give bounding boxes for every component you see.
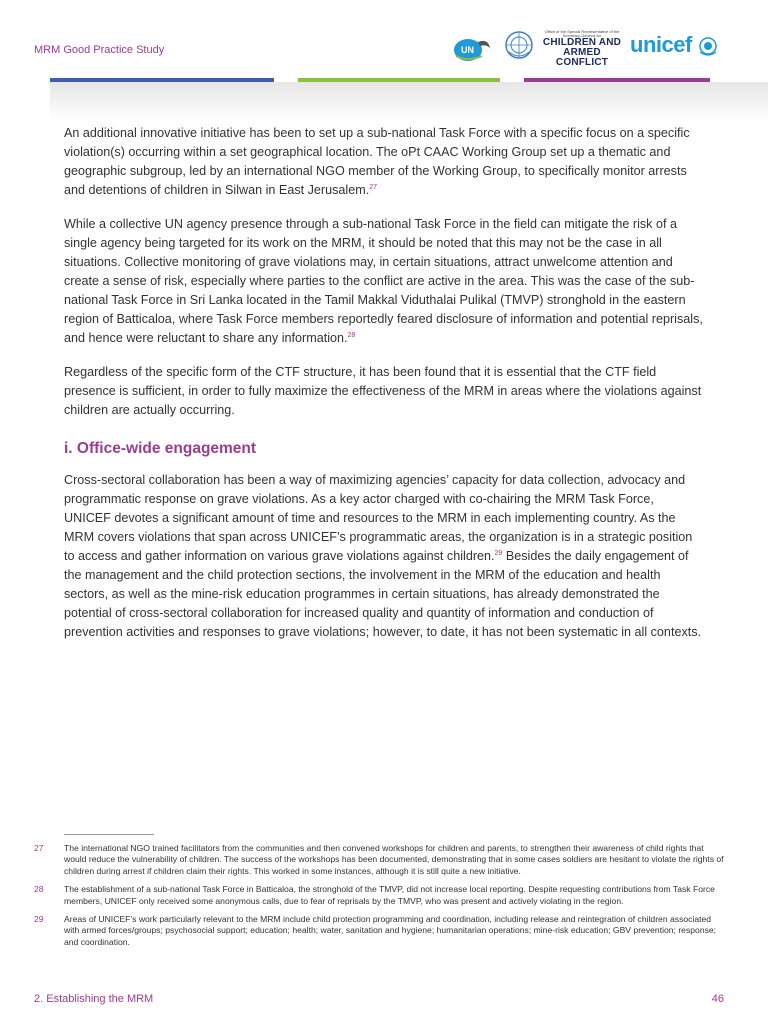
caac-line2: ARMED CONFLICT <box>555 47 609 68</box>
paragraph-3: Regardless of the specific form of the CTF structure, it has been found that it is essential that the CTF field presence is sufficient, in order to fully maximize the effectiveness of the MRM in areas where the violations against children are actually occurring. <box>64 365 702 417</box>
footnote-ref-27[interactable]: 27 <box>369 183 378 191</box>
footnote-number: 29 <box>34 914 44 925</box>
footnote-29 <box>34 914 724 948</box>
section-heading: i. Office-wide engagement <box>64 440 257 457</box>
paragraph-4: Cross-sectoral collaboration has been a way of maximizing agencies’ capacity for data collection, advocacy and programmatic response on grave violations. As a key actor charged with co-chairing the MRM Task Force, UNICEF devotes a significant amount of time and resources to the MRM in each implementing country. As the MRM covers violations that span across UNICEF’s programmatic areas, the organization is in a strategic position to access and gather information on various grave violations against children.$^{29}$ Besides the daily engagement of the management and the child protection sections, the involvement in the MRM of the education and health sectors, as well as the mine-risk education programmes in certain situations, has already demonstrated the potential of cross-sectoral collaboration for increased quality and quantity of information and conduction of prevention activities and responses to grave violations; however, to date, it has not been systematic in all contexts. <box>64 473 702 639</box>
footnote-text: Areas of UNICEF’s work particularly relevant to the MRM include child protection programming and coordination, including release and reintegration of children associated with armed forces/groups; psychosocial support; education; health; water, sanitation and hygiene; humanitarian operations; mine-risk education; GBV prevention; response; and coordination. <box>64 914 717 947</box>
un-dpko-logo-icon <box>452 32 492 62</box>
page-number: 46 <box>711 993 724 1005</box>
paragraph-1: An additional innovative initiative has been to set up a sub-national Task Force with a specific focus on a specific violation(s) occurring within a set geographical location. The oPt CAAC Working Group set up a thematic and geographic subgroup, led by an international NGO member of the Working Group, to specifically monitor arrests and detentions of children in Silwan in East Jerusalem.$^{27}$ <box>64 126 690 197</box>
footnote-divider <box>64 834 154 835</box>
caac-logo <box>540 30 624 68</box>
caac-line1: CHILDREN AND <box>542 37 622 48</box>
caac-office-text: Office of the Special Representative of the Secretary-General for <box>544 29 620 38</box>
footnote-number: 28 <box>34 884 44 895</box>
footnote-28 <box>34 884 724 907</box>
footnote-27 <box>34 843 724 877</box>
footnote-text: The international NGO trained facilitators from the communities and then convened workshops for children and parents, to strengthen their awareness of child rights that would reduce the vulnerability of children. The success of the workshops has been documented, demonstrating that in some cases soldiers are hesitant to violate the rights of children during arrest if children claim their rights. This worked in some instances, although it is still quite a new initiative. <box>64 843 724 876</box>
svg-text:UN: UN <box>461 45 474 55</box>
footnote-number: 27 <box>34 843 44 853</box>
footnotes <box>34 843 724 955</box>
paragraph-2: While a collective UN agency presence through a sub-national Task Force in the field can mitigate the risk of a single agency being targeted for its work on the MRM, it should be noted that this may not be the case in all situations. Collective monitoring of grave violations may, in certain situations, attract unwelcome attention and create a sense of risk, especially where parties to the conflict are active in the area. This was the case of the sub-national Task Force in Sri Lanka located in the Tamil Makkal Viduthalai Pulikal (TMVP) stronghold in the eastern region of Batticaloa, where Task Force members reportedly feared disclosure of information and potential reprisals, and hence were reluctant to share any information.$^{28}$ <box>64 217 703 345</box>
footer-section-title: 2. Establishing the MRM <box>34 993 154 1005</box>
running-header-title: MRM Good Practice Study <box>34 44 165 56</box>
footnote-text: The establishment of a sub-national Task Force in Batticaloa, the stronghold of the TMVP, did not increase local reporting. Despite requesting contributions from Task Force members, UNICEF only received some anonymous calls, due to fear of reprisals by the TMVP, who was present and actively violating in the region. <box>64 884 715 906</box>
footnote-ref-29[interactable]: 29 <box>494 549 503 557</box>
footnote-ref-28[interactable]: 28 <box>347 331 356 339</box>
unicef-logo-text: unicef <box>630 32 692 57</box>
header-grey-gradient <box>50 82 768 120</box>
unicef-globe-icon <box>698 36 718 56</box>
main-content <box>64 124 704 657</box>
un-emblem-icon <box>504 30 534 60</box>
partner-logos <box>452 28 720 68</box>
